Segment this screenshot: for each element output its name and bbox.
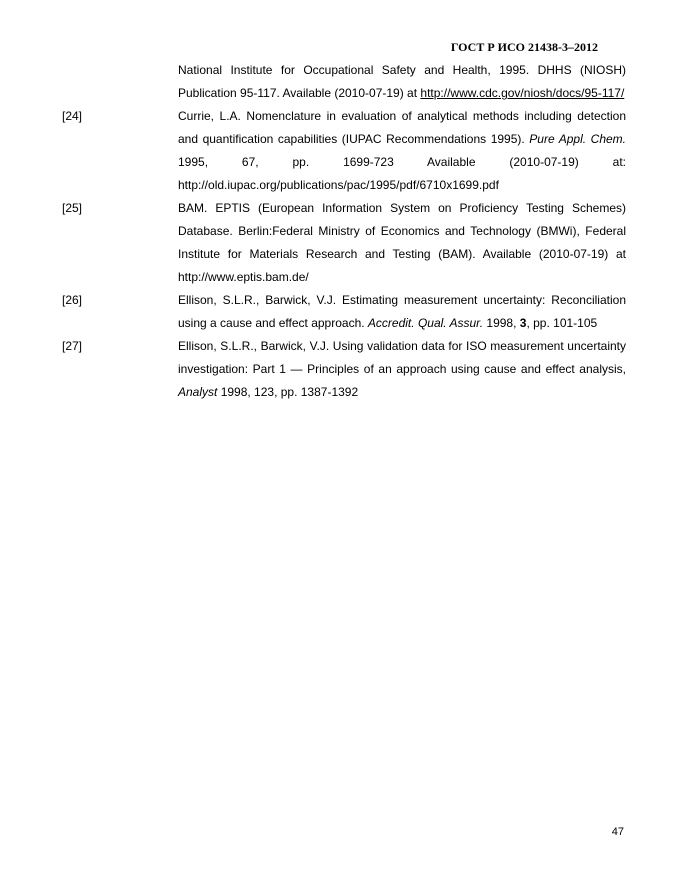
reference-text-segment: Ellison, S.L.R., Barwick, V.J. Using validation data for ISO measurement uncertainty investigation: Part 1 — Principles of an approach using cause and effect analysis, [178,339,626,376]
reference-text [178,335,626,404]
reference-text [178,105,626,197]
reference-text [178,59,626,105]
reference-text-segment: 1995, 67, pp. 1699-723 Available (2010-07-19) at: http://old.iupac.org/publications/pac/1995/pdf/6710x1699.pdf [178,155,626,192]
reference-text [178,197,626,289]
journal-title: Accredit. Qual. Assur. [367,316,484,330]
reference-item [62,289,626,335]
reference-text [178,289,626,335]
reference-text-segment: National Institute for Occupational Safety and Health, 1995. DHHS (NIOSH) Publication 95-117. Available (2010-07-19) at [178,63,626,100]
reference-link[interactable]: http://www.cdc.gov/niosh/docs/95-117/ [420,86,625,100]
reference-item [62,59,626,105]
reference-number: [25] [62,201,83,215]
reference-item [62,335,626,404]
reference-number: [27] [62,339,83,353]
reference-text-segment: 1998, [483,316,520,330]
journal-title: Analyst [178,385,218,399]
volume-number: 3 [519,316,527,330]
reference-number: [26] [62,293,83,307]
reference-list [62,59,626,404]
page-number: 47 [611,826,624,838]
reference-text-segment: 1998, 123, pp. 1387-1392 [217,385,359,399]
reference-text-segment: Currie, L.A. Nomenclature in evaluation of analytical methods including detection and quantification capabilities (IUPAC Recommendations 1995). [178,109,626,146]
journal-title: Pure Appl. Chem. [529,132,627,146]
reference-text-segment: BAM. EPTIS (European Information System on Proficiency Testing Schemes) Database. Berlin:Federal Ministry of Economics and Technology (BMWi), Federal Institute for Materials Research and Testing (BAM). Available (2010-07-19) at http://www.eptis.bam.de/ [178,201,626,284]
reference-number: [24] [62,109,83,123]
reference-text-segment: Ellison, S.L.R., Barwick, V.J. Estimating measurement uncertainty: Reconciliation using a cause and effect approach. [178,293,626,330]
reference-item [62,197,626,289]
reference-item [62,105,626,197]
document-header: ГОСТ Р ИСО 21438-3–2012 [450,40,598,54]
reference-text-segment: , pp. 101-105 [526,316,598,330]
